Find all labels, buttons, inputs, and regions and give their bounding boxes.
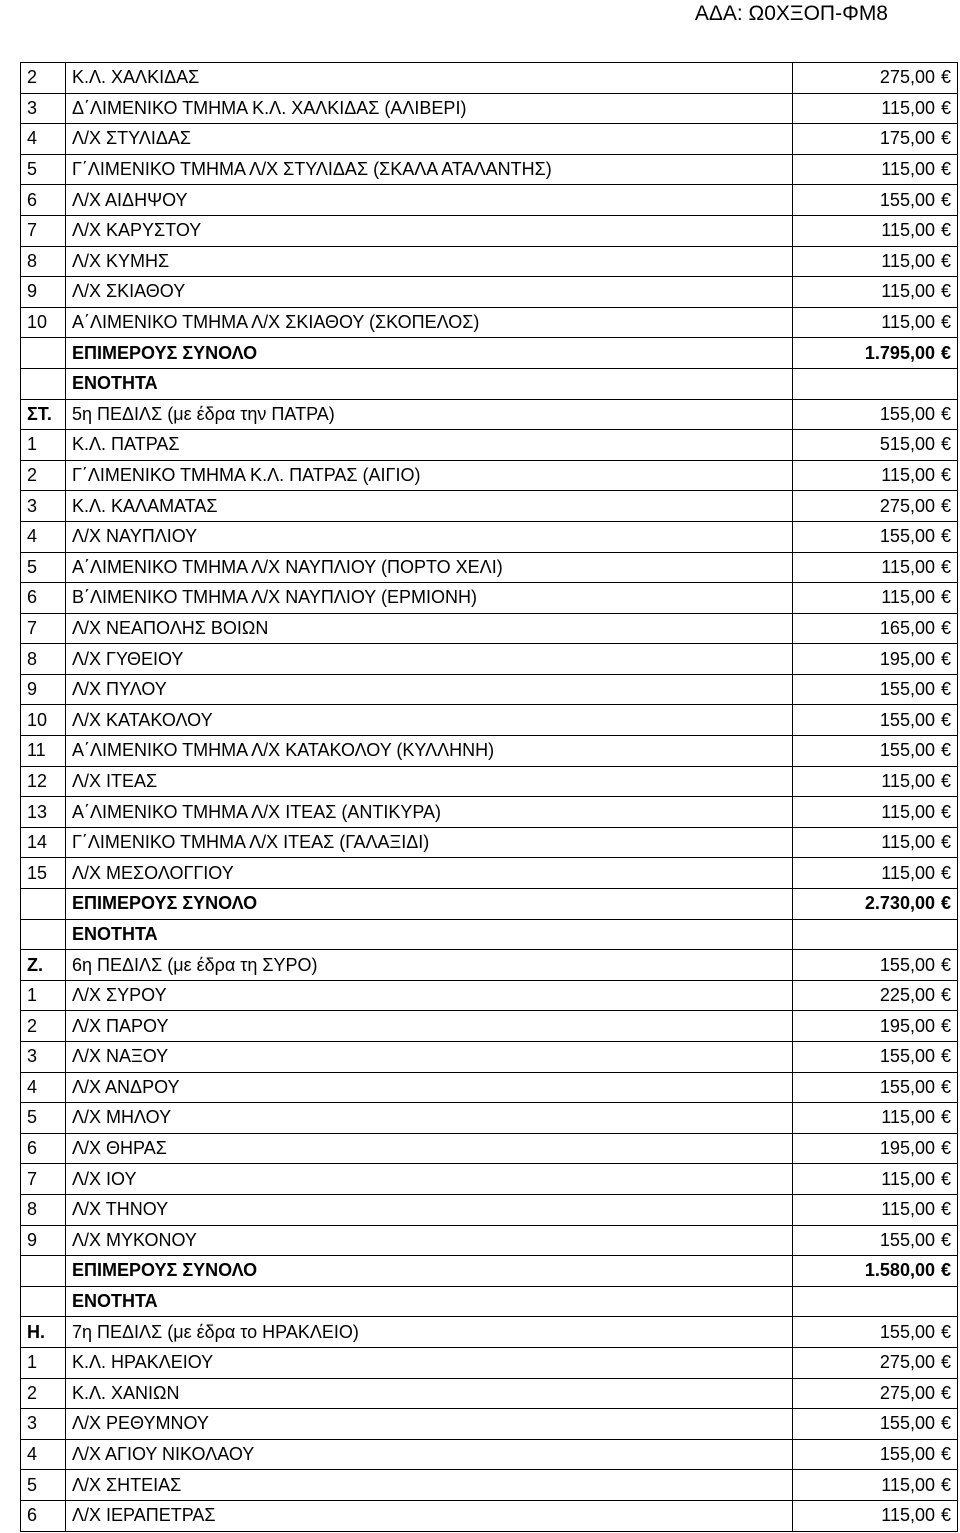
row-amount-cell: [793, 1256, 958, 1287]
row-amount: 155,00: [879, 709, 935, 730]
row-name: Λ/Χ ΑΝΔΡΟΥ: [66, 1072, 793, 1103]
row-amount-cell: [793, 1439, 958, 1470]
row-name: ΕΠΙΜΕΡΟΥΣ ΣΥΝΟΛΟ: [66, 1256, 793, 1287]
row-amount-cell: [793, 307, 958, 338]
row-name: Α΄ΛΙΜΕΝΙΚΟ ΤΜΗΜΑ Λ/Χ ΣΚΙΑΘΟΥ (ΣΚΟΠΕΛΟΣ): [66, 307, 793, 338]
row-name: Λ/Χ ΚΑΡΥΣΤΟΥ: [66, 215, 793, 246]
row-amount: 155,00: [879, 1229, 935, 1250]
row-name: Λ/Χ ΑΓΙΟΥ ΝΙΚΟΛΑΟΥ: [66, 1439, 793, 1470]
euro-symbol: €: [940, 1321, 951, 1342]
euro-symbol: €: [940, 281, 951, 302]
row-amount: 115,00: [881, 832, 935, 853]
table-row: [21, 1103, 958, 1134]
euro-symbol: €: [940, 556, 951, 577]
table-row: [21, 430, 958, 461]
row-name: Α΄ΛΙΜΕΝΙΚΟ ΤΜΗΜΑ Λ/Χ ΙΤΕΑΣ (ΑΝΤΙΚΥΡΑ): [66, 797, 793, 828]
row-number: 6: [21, 1133, 66, 1164]
table-row: [21, 1317, 958, 1348]
row-amount-cell: [793, 705, 958, 736]
table-row: [21, 185, 958, 216]
row-amount-cell: [793, 1286, 958, 1317]
row-amount-cell: [793, 491, 958, 522]
row-number: 4: [21, 521, 66, 552]
row-number: [21, 919, 66, 950]
row-amount-cell: [793, 215, 958, 246]
row-amount-cell: [793, 1072, 958, 1103]
row-amount: 155,00: [879, 679, 935, 700]
table-row: [21, 93, 958, 124]
row-amount: 115,00: [881, 312, 935, 333]
row-name: Λ/Χ ΚΑΤΑΚΟΛΟΥ: [66, 705, 793, 736]
row-amount-cell: [793, 277, 958, 308]
row-amount: 115,00: [881, 220, 935, 241]
row-name: Γ΄ΛΙΜΕΝΙΚΟ ΤΜΗΜΑ Κ.Λ. ΠΑΤΡΑΣ (ΑΙΓΙΟ): [66, 460, 793, 491]
row-amount: 115,00: [881, 159, 935, 180]
row-name: ΕΠΙΜΕΡΟΥΣ ΣΥΝΟΛΟ: [66, 889, 793, 920]
row-amount: 115,00: [881, 250, 935, 271]
row-name: ΕΝΟΤΗΤΑ: [66, 1286, 793, 1317]
row-amount-cell: [793, 674, 958, 705]
row-name: ΕΠΙΜΕΡΟΥΣ ΣΥΝΟΛΟ: [66, 338, 793, 369]
euro-symbol: €: [940, 1382, 951, 1403]
row-amount-cell: [793, 63, 958, 94]
euro-symbol: €: [940, 434, 951, 455]
row-amount-cell: [793, 338, 958, 369]
row-number: 14: [21, 827, 66, 858]
euro-symbol: €: [940, 1229, 951, 1250]
allocation-table: [20, 62, 958, 1532]
euro-symbol: €: [940, 465, 951, 486]
row-name: Δ΄ΛΙΜΕΝΙΚΟ ΤΜΗΜΑ Κ.Λ. ΧΑΛΚΙΔΑΣ (ΑΛΙΒΕΡΙ): [66, 93, 793, 124]
row-name: Κ.Λ. ΧΑΛΚΙΔΑΣ: [66, 63, 793, 94]
row-number: 5: [21, 1470, 66, 1501]
row-amount-cell: [793, 797, 958, 828]
row-number: 7: [21, 1164, 66, 1195]
row-number: 3: [21, 93, 66, 124]
row-number: 1: [21, 980, 66, 1011]
row-number: 5: [21, 154, 66, 185]
table-row: [21, 736, 958, 767]
table-row: [21, 1347, 958, 1378]
row-name: Λ/Χ ΣΚΙΑΘΟΥ: [66, 277, 793, 308]
row-amount-cell: [793, 1042, 958, 1073]
table-row: [21, 766, 958, 797]
row-number: 3: [21, 1042, 66, 1073]
row-number: 2: [21, 1378, 66, 1409]
euro-symbol: €: [940, 1168, 951, 1189]
row-amount: 225,00: [879, 985, 935, 1006]
row-amount-cell: [793, 399, 958, 430]
euro-symbol: €: [940, 801, 951, 822]
row-number: 2: [21, 460, 66, 491]
row-number: 4: [21, 1072, 66, 1103]
row-number: 5: [21, 552, 66, 583]
row-amount: 155,00: [879, 740, 935, 761]
row-amount-cell: [793, 521, 958, 552]
table-row: [21, 889, 958, 920]
row-amount-cell: [793, 460, 958, 491]
row-number: 15: [21, 858, 66, 889]
row-amount: 275,00: [879, 67, 935, 88]
euro-symbol: €: [940, 67, 951, 88]
row-name: Λ/Χ ΙΕΡΑΠΕΤΡΑΣ: [66, 1500, 793, 1531]
row-amount: 115,00: [881, 1505, 935, 1526]
row-name: Κ.Λ. ΗΡΑΚΛΕΙΟΥ: [66, 1347, 793, 1378]
euro-symbol: €: [940, 679, 951, 700]
row-amount-cell: [793, 613, 958, 644]
row-amount: 115,00: [881, 587, 935, 608]
row-amount: 115,00: [881, 465, 935, 486]
table-row: [21, 950, 958, 981]
row-number: 6: [21, 185, 66, 216]
euro-symbol: €: [940, 128, 951, 149]
row-amount-cell: [793, 583, 958, 614]
euro-symbol: €: [940, 1015, 951, 1036]
row-amount: 115,00: [881, 556, 935, 577]
row-number: 5: [21, 1103, 66, 1134]
row-amount: 275,00: [879, 1352, 935, 1373]
row-amount-cell: [793, 1500, 958, 1531]
table-row: [21, 919, 958, 950]
euro-symbol: €: [940, 342, 951, 363]
euro-symbol: €: [940, 1107, 951, 1128]
euro-symbol: €: [940, 587, 951, 608]
euro-symbol: €: [940, 1413, 951, 1434]
row-amount: 115,00: [881, 1168, 935, 1189]
table-row: [21, 124, 958, 155]
row-number: 10: [21, 705, 66, 736]
row-name: Λ/Χ ΙΤΕΑΣ: [66, 766, 793, 797]
row-name: Λ/Χ ΡΕΘΥΜΝΟΥ: [66, 1409, 793, 1440]
row-number: 11: [21, 736, 66, 767]
row-amount: 115,00: [881, 1199, 935, 1220]
row-name: Λ/Χ ΤΗΝΟΥ: [66, 1194, 793, 1225]
row-amount-cell: [793, 827, 958, 858]
row-amount-cell: [793, 246, 958, 277]
table-row: [21, 307, 958, 338]
row-amount-cell: [793, 766, 958, 797]
row-name: Α΄ΛΙΜΕΝΙΚΟ ΤΜΗΜΑ Λ/Χ ΚΑΤΑΚΟΛΟΥ (ΚΥΛΛΗΝΗ): [66, 736, 793, 767]
row-amount: 115,00: [881, 801, 935, 822]
table-row: [21, 1378, 958, 1409]
row-number: [21, 889, 66, 920]
row-name: Λ/Χ ΑΙΔΗΨΟΥ: [66, 185, 793, 216]
euro-symbol: €: [940, 893, 951, 914]
row-number: 6: [21, 583, 66, 614]
row-amount-cell: [793, 1378, 958, 1409]
row-name: Λ/Χ ΝΑΥΠΛΙΟΥ: [66, 521, 793, 552]
table-row: [21, 613, 958, 644]
euro-symbol: €: [940, 97, 951, 118]
row-amount: 115,00: [881, 97, 935, 118]
euro-symbol: €: [940, 1474, 951, 1495]
table-row: [21, 674, 958, 705]
ada-code: ΑΔΑ: Ω0ΧΞΟΠ-ΦΜ8: [694, 2, 888, 25]
row-number: 7: [21, 215, 66, 246]
euro-symbol: €: [940, 526, 951, 547]
row-name: Λ/Χ ΚΥΜΗΣ: [66, 246, 793, 277]
row-amount: 275,00: [879, 495, 935, 516]
euro-symbol: €: [940, 985, 951, 1006]
euro-symbol: €: [940, 312, 951, 333]
row-amount: 275,00: [879, 1382, 935, 1403]
row-number: [21, 338, 66, 369]
table-row: [21, 1256, 958, 1287]
table-row: [21, 338, 958, 369]
row-name: Λ/Χ ΠΥΛΟΥ: [66, 674, 793, 705]
row-amount-cell: [793, 1470, 958, 1501]
row-amount-cell: [793, 1133, 958, 1164]
row-name: Λ/Χ ΝΕΑΠΟΛΗΣ ΒΟΙΩΝ: [66, 613, 793, 644]
row-amount: 195,00: [879, 648, 935, 669]
row-number: 8: [21, 644, 66, 675]
row-amount-cell: [793, 430, 958, 461]
euro-symbol: €: [940, 1444, 951, 1465]
row-amount-cell: [793, 154, 958, 185]
row-number: 2: [21, 1011, 66, 1042]
row-number: Ζ.: [21, 950, 66, 981]
table-row: [21, 246, 958, 277]
table-row: [21, 277, 958, 308]
row-number: 7: [21, 613, 66, 644]
table-row: [21, 1225, 958, 1256]
euro-symbol: €: [940, 648, 951, 669]
row-amount-cell: [793, 950, 958, 981]
row-amount: 1.580,00: [864, 1260, 935, 1281]
row-amount-cell: [793, 980, 958, 1011]
table-row: [21, 1011, 958, 1042]
row-number: 2: [21, 63, 66, 94]
row-number: [21, 1256, 66, 1287]
row-number: 1: [21, 1347, 66, 1378]
row-name: Α΄ΛΙΜΕΝΙΚΟ ΤΜΗΜΑ Λ/Χ ΝΑΥΠΛΙΟΥ (ΠΟΡΤΟ ΧΕΛΙ): [66, 552, 793, 583]
row-number: 13: [21, 797, 66, 828]
row-number: 10: [21, 307, 66, 338]
table-row: [21, 980, 958, 1011]
euro-symbol: €: [940, 250, 951, 271]
row-number: [21, 1286, 66, 1317]
row-amount: 155,00: [879, 526, 935, 547]
row-number: [21, 368, 66, 399]
euro-symbol: €: [940, 1352, 951, 1373]
row-amount-cell: [793, 858, 958, 889]
table-row: [21, 1409, 958, 1440]
table-row: [21, 460, 958, 491]
row-amount: 195,00: [879, 1015, 935, 1036]
row-amount: 165,00: [879, 617, 935, 638]
row-number: 9: [21, 277, 66, 308]
table-row: [21, 1072, 958, 1103]
row-name: Κ.Λ. ΚΑΛΑΜΑΤΑΣ: [66, 491, 793, 522]
row-name: Λ/Χ ΙΟΥ: [66, 1164, 793, 1195]
row-name: Κ.Λ. ΧΑΝΙΩΝ: [66, 1378, 793, 1409]
euro-symbol: €: [940, 1138, 951, 1159]
row-amount: 115,00: [881, 1107, 935, 1128]
row-name: Β΄ΛΙΜΕΝΙΚΟ ΤΜΗΜΑ Λ/Χ ΝΑΥΠΛΙΟΥ (ΕΡΜΙΟΝΗ): [66, 583, 793, 614]
row-name: Λ/Χ ΝΑΞΟΥ: [66, 1042, 793, 1073]
euro-symbol: €: [940, 189, 951, 210]
row-amount-cell: [793, 93, 958, 124]
row-amount-cell: [793, 919, 958, 950]
euro-symbol: €: [940, 1260, 951, 1281]
row-name: Λ/Χ ΣΗΤΕΙΑΣ: [66, 1470, 793, 1501]
table-row: [21, 491, 958, 522]
row-number: 3: [21, 1409, 66, 1440]
row-amount-cell: [793, 1103, 958, 1134]
row-amount-cell: [793, 124, 958, 155]
row-amount-cell: [793, 368, 958, 399]
table-row: [21, 583, 958, 614]
row-amount-cell: [793, 1164, 958, 1195]
row-number: 6: [21, 1500, 66, 1531]
row-amount: 195,00: [879, 1138, 935, 1159]
table-row: [21, 1286, 958, 1317]
row-name: Κ.Λ. ΠΑΤΡΑΣ: [66, 430, 793, 461]
table-row: [21, 858, 958, 889]
table-row: [21, 521, 958, 552]
table-row: [21, 1133, 958, 1164]
euro-symbol: €: [940, 709, 951, 730]
row-amount: 2.730,00: [864, 893, 935, 914]
table-row: [21, 368, 958, 399]
row-number: 4: [21, 1439, 66, 1470]
euro-symbol: €: [940, 740, 951, 761]
row-number: 8: [21, 246, 66, 277]
row-name: 6η ΠΕΔΙΛΣ (με έδρα τη ΣΥΡΟ): [66, 950, 793, 981]
euro-symbol: €: [940, 495, 951, 516]
table-row: [21, 63, 958, 94]
row-name: Λ/Χ ΜΗΛΟΥ: [66, 1103, 793, 1134]
row-amount-cell: [793, 736, 958, 767]
row-amount: 1.795,00: [864, 342, 935, 363]
row-amount-cell: [793, 889, 958, 920]
euro-symbol: €: [940, 617, 951, 638]
row-amount: 115,00: [881, 770, 935, 791]
table-row: [21, 1164, 958, 1195]
table-row: [21, 1042, 958, 1073]
row-name: 5η ΠΕΔΙΛΣ (με έδρα την ΠΑΤΡΑ): [66, 399, 793, 430]
table-row: [21, 552, 958, 583]
row-amount-cell: [793, 552, 958, 583]
table-row: [21, 399, 958, 430]
table-row: [21, 154, 958, 185]
euro-symbol: €: [940, 1046, 951, 1067]
table-row: [21, 1470, 958, 1501]
row-number: 3: [21, 491, 66, 522]
row-amount: 115,00: [881, 862, 935, 883]
row-name: ΕΝΟΤΗΤΑ: [66, 368, 793, 399]
row-amount: 155,00: [879, 1413, 935, 1434]
table-row: [21, 797, 958, 828]
euro-symbol: €: [940, 954, 951, 975]
row-amount-cell: [793, 185, 958, 216]
table-row: [21, 1194, 958, 1225]
row-amount: 115,00: [881, 281, 935, 302]
row-amount: 155,00: [879, 954, 935, 975]
row-name: Λ/Χ ΣΥΡΟΥ: [66, 980, 793, 1011]
row-amount-cell: [793, 1225, 958, 1256]
row-number: 4: [21, 124, 66, 155]
row-amount: 175,00: [879, 128, 935, 149]
row-number: ΣΤ.: [21, 399, 66, 430]
euro-symbol: €: [940, 1505, 951, 1526]
euro-symbol: €: [940, 770, 951, 791]
row-amount: 155,00: [879, 403, 935, 424]
euro-symbol: €: [940, 403, 951, 424]
euro-symbol: €: [940, 832, 951, 853]
row-name: ΕΝΟΤΗΤΑ: [66, 919, 793, 950]
row-amount: 155,00: [879, 1076, 935, 1097]
row-name: Λ/Χ ΓΥΘΕΙΟΥ: [66, 644, 793, 675]
row-name: Λ/Χ ΠΑΡΟΥ: [66, 1011, 793, 1042]
row-amount: 115,00: [881, 1474, 935, 1495]
table-row: [21, 1439, 958, 1470]
row-name: Λ/Χ ΜΕΣΟΛΟΓΓΙΟΥ: [66, 858, 793, 889]
row-amount-cell: [793, 1317, 958, 1348]
row-number: 1: [21, 430, 66, 461]
row-amount: 155,00: [879, 1321, 935, 1342]
row-number: 9: [21, 674, 66, 705]
row-amount: 155,00: [879, 189, 935, 210]
euro-symbol: €: [940, 159, 951, 180]
row-name: Λ/Χ ΣΤΥΛΙΔΑΣ: [66, 124, 793, 155]
euro-symbol: €: [940, 220, 951, 241]
row-amount: 155,00: [879, 1444, 935, 1465]
row-amount-cell: [793, 1347, 958, 1378]
row-number: Η.: [21, 1317, 66, 1348]
euro-symbol: €: [940, 862, 951, 883]
row-number: 12: [21, 766, 66, 797]
row-name: Λ/Χ ΘΗΡΑΣ: [66, 1133, 793, 1164]
row-name: Λ/Χ ΜΥΚΟΝΟΥ: [66, 1225, 793, 1256]
euro-symbol: €: [940, 1076, 951, 1097]
row-amount-cell: [793, 644, 958, 675]
table-row: [21, 1500, 958, 1531]
row-number: 8: [21, 1194, 66, 1225]
row-name: 7η ΠΕΔΙΛΣ (με έδρα το ΗΡΑΚΛΕΙΟ): [66, 1317, 793, 1348]
row-name: Γ΄ΛΙΜΕΝΙΚΟ ΤΜΗΜΑ Λ/Χ ΙΤΕΑΣ (ΓΑΛΑΞΙΔΙ): [66, 827, 793, 858]
row-amount-cell: [793, 1011, 958, 1042]
row-amount-cell: [793, 1194, 958, 1225]
row-number: 9: [21, 1225, 66, 1256]
table-row: [21, 215, 958, 246]
row-amount: 155,00: [879, 1046, 935, 1067]
row-amount: 515,00: [879, 434, 935, 455]
table-row: [21, 705, 958, 736]
euro-symbol: €: [940, 1199, 951, 1220]
table-row: [21, 827, 958, 858]
row-name: Γ΄ΛΙΜΕΝΙΚΟ ΤΜΗΜΑ Λ/Χ ΣΤΥΛΙΔΑΣ (ΣΚΑΛΑ ΑΤΑΛΑΝΤΗΣ): [66, 154, 793, 185]
table-row: [21, 644, 958, 675]
row-amount-cell: [793, 1409, 958, 1440]
